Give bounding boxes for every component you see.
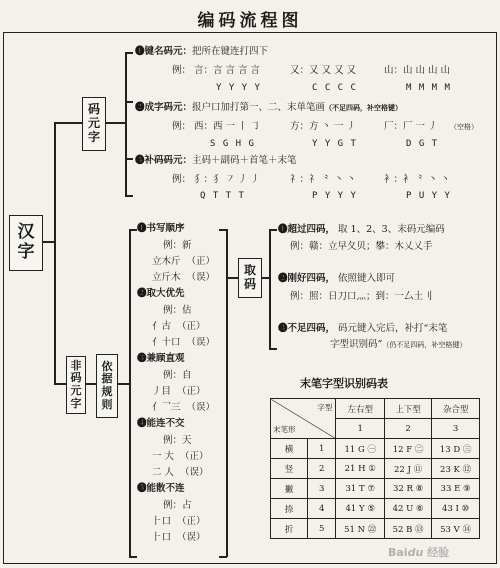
page-title: 编码流程图: [197, 11, 303, 31]
line-tag: （正）: [186, 256, 216, 267]
stroke-number-cell: 1: [307, 439, 335, 459]
example-chars: 厂：厂 一 丿: [384, 121, 438, 132]
line-tag: （误）: [186, 272, 216, 283]
line-text: 例：自: [163, 370, 192, 381]
example-chars: 衤：衤 ⺀ 丶 丶: [384, 174, 451, 185]
example-codes: Y Y Y Y: [216, 83, 261, 93]
column-header: 左右型: [336, 399, 385, 419]
rule-desc: 码元键入完后，补打“末笔: [338, 323, 448, 334]
corner-top: 字型: [317, 403, 333, 412]
order-rule-line: [163, 436, 192, 446]
rule-head: ❶键名码元：: [135, 46, 193, 57]
stroke-number-cell: 3: [307, 479, 335, 499]
take-code-box: [238, 258, 262, 298]
take-rule-1-example: 例：赣：立早夂贝；攀：木乂乂手: [290, 241, 433, 252]
code-cell: 41 Y ⑤: [336, 499, 385, 519]
order-rule-line: [152, 387, 206, 397]
code-cell: 33 E ⑨: [432, 479, 480, 499]
order-rule-line: [163, 371, 192, 381]
connector: [54, 122, 56, 384]
corner-bottom: 末笔形: [273, 425, 296, 434]
example-codes: C C C C: [312, 83, 357, 93]
take-rule-3: [278, 324, 447, 334]
coded-rule-1-example-label: 例：: [172, 65, 192, 76]
coded-rule-3: [135, 156, 297, 166]
line-text: ⺊口: [152, 532, 172, 543]
bracket: [125, 101, 133, 103]
rule-head: ❶超过四码，: [278, 224, 336, 235]
line-tag: （误）: [186, 337, 216, 348]
line-tag: （正）: [177, 386, 206, 397]
basis-char-1: 依: [101, 359, 113, 373]
bracket: [129, 229, 137, 231]
example-chars: 方：方 丶 一 丿: [290, 121, 357, 132]
basis-char-4: 则: [101, 397, 113, 411]
example-chars: 言：言 言 言 言: [194, 65, 261, 76]
table-row: [271, 479, 480, 499]
order-rule-head: ❶书写顺序: [137, 223, 185, 234]
rule-desc: 报户口加打第一、二、末单笔画: [192, 102, 326, 113]
take-rule-2: [278, 274, 395, 284]
example-codes: P U Y Y: [406, 191, 451, 201]
stroke-cell: 竖: [271, 459, 308, 479]
table-caption: 末笔字型识别码表: [300, 377, 388, 390]
order-rule-line: [152, 517, 206, 527]
line-text: 立木斤: [152, 256, 181, 267]
order-rule-head: ❹能连不交: [137, 418, 185, 429]
bracket: [269, 229, 271, 349]
order-rule-line: [152, 533, 206, 543]
order-rule-head: ❸兼顾直观: [137, 353, 185, 364]
line-tag: （正）: [177, 321, 206, 332]
noncoded-char-4: 字: [70, 396, 82, 410]
table-row: [271, 459, 480, 479]
coded-rule-3-example-label: 例：: [172, 174, 192, 185]
code-cell: 32 R ⑧: [385, 479, 432, 499]
order-rule-line: [163, 241, 192, 251]
example-codes: Y Y G T: [312, 139, 357, 149]
rule-head: ❷刚好四码，: [278, 273, 336, 284]
column-header: 上下型: [385, 399, 432, 419]
order-rule-line: [163, 306, 192, 316]
code-cell: 12 F ㊁: [385, 439, 432, 459]
line-text: ⺊口: [152, 516, 172, 527]
take-code-char-2: 码: [243, 277, 256, 291]
watermark-logo: Baidu 经验: [388, 546, 450, 559]
rule-note: （不足四码，补空格键）: [325, 103, 403, 112]
basis-char-3: 规: [101, 385, 113, 398]
example-chars: 西：西 一 丨 ㇆: [194, 121, 261, 132]
bracket: [125, 52, 133, 54]
example-chars: 又：又 又 又 又: [290, 65, 357, 76]
stroke-cell: 撇: [271, 479, 308, 499]
table-corner: [271, 399, 336, 439]
example-codes: P Y Y Y: [312, 191, 357, 201]
table-row: [271, 519, 480, 539]
line-text: 一 大: [152, 451, 175, 462]
code-cell: 43 I ⑩: [432, 499, 480, 519]
stroke-cell: 折: [271, 519, 308, 539]
line-text: 亻乛三: [152, 402, 181, 413]
bracket: [125, 195, 133, 197]
code-cell: 22 J ⑪: [385, 459, 432, 479]
line-text: 例：估: [163, 305, 192, 316]
line-tag: （误）: [180, 467, 209, 478]
rule-desc: 依照键入即可: [338, 273, 396, 284]
noncoded-char-3: 元: [70, 384, 82, 397]
line-tag: （正）: [177, 516, 206, 527]
connector: [86, 383, 96, 385]
bracket: [219, 556, 227, 558]
code-cell: 11 G ㊀: [336, 439, 385, 459]
example-codes: Q T T T: [200, 191, 245, 201]
bracket: [125, 158, 133, 160]
rule-head: ❸补码码元：: [135, 155, 193, 166]
example-codes: M M M M: [406, 83, 451, 93]
stroke-cell: 捺: [271, 499, 308, 519]
example-chars: 犭：犭 ㇇ 丿 丿: [194, 174, 261, 185]
line-text: 亻古: [152, 321, 172, 332]
coded-rule-2: [135, 103, 402, 113]
noncoded-char-1: 非: [70, 358, 82, 372]
basis-char-2: 据: [101, 372, 113, 386]
rule-desc: 取 1、2、3、末码元编码: [338, 224, 445, 235]
column-header: 杂合型: [432, 399, 480, 419]
root-char-2: 字: [17, 242, 35, 262]
bracket: [125, 52, 127, 196]
coded-char-3: 字: [87, 129, 100, 144]
noncoded-char-box: [66, 356, 86, 414]
code-cell: 53 V ⑭: [432, 519, 480, 539]
rule-note: （仍不足四码，补空格键）: [382, 341, 467, 349]
noncoded-char-2: 码: [70, 371, 82, 385]
column-number: 3: [432, 419, 480, 439]
take-rule-2-example: 例：照：日刀口灬；到：一厶土刂: [290, 291, 433, 302]
order-rule-head: ❷取大优先: [137, 288, 185, 299]
rule-desc: 把所在键连打四下: [192, 46, 269, 57]
line-text: 亻十口: [152, 337, 181, 348]
table-row: [271, 499, 480, 519]
order-rule-line: [152, 257, 215, 267]
order-rule-line: [152, 452, 209, 462]
take-rule-1: [278, 225, 445, 235]
bracket: [269, 229, 277, 231]
coded-rule-2-example-label: 例：: [172, 121, 192, 132]
connector: [106, 122, 126, 124]
take-rule-3-cont: [330, 340, 466, 350]
code-cell: 23 K ⑫: [432, 459, 480, 479]
stroke-number-cell: 4: [307, 499, 335, 519]
root-box: [9, 215, 43, 271]
bracket: [219, 229, 227, 231]
example-chars: 山：山 山 山 山: [384, 65, 451, 76]
example-codes: S G H G: [210, 139, 255, 149]
coded-char-box: [82, 97, 106, 151]
stroke-number-cell: 5: [307, 519, 335, 539]
code-cell: 51 N ㉒: [336, 519, 385, 539]
coded-rule-1: [135, 47, 268, 57]
line-text: 立斤木: [152, 272, 181, 283]
table-row: [271, 439, 480, 459]
order-rule-line: [152, 322, 206, 332]
root-char-1: 汉: [17, 222, 35, 243]
order-rule-line: [152, 403, 215, 413]
code-cell: 52 B ⑬: [385, 519, 432, 539]
order-rule-head: ❺能散不连: [137, 483, 185, 494]
line-text: 例：新: [163, 240, 192, 251]
rule-desc: 字型识别码”: [330, 339, 383, 350]
code-cell: 42 U ⑥: [385, 499, 432, 519]
code-cell: 21 H ①: [336, 459, 385, 479]
rule-desc: 主码＋副码＋首笔＋末笔: [192, 155, 297, 166]
line-tag: （误）: [177, 532, 206, 543]
column-number: 2: [385, 419, 432, 439]
line-text: 例：天: [163, 435, 192, 446]
code-cell: 13 D ㊂: [432, 439, 480, 459]
connector: [226, 277, 238, 279]
bracket: [129, 556, 137, 558]
line-text: 二 人: [152, 467, 175, 478]
example-codes: D G T: [406, 139, 439, 149]
coded-char-2: 元: [87, 116, 100, 131]
basis-rules-box: [96, 354, 118, 418]
line-tag: （误）: [186, 402, 216, 413]
column-number: 1: [336, 419, 385, 439]
rule-head: ❷成字码元：: [135, 102, 193, 113]
connector: [54, 122, 82, 124]
order-rule-line: [163, 501, 192, 511]
example-chars: 礻：礻 ⺀ 丶 丶: [290, 174, 357, 185]
stroke-number-cell: 2: [307, 459, 335, 479]
bracket: [269, 348, 277, 350]
coded-char-1: 码: [87, 102, 100, 117]
line-text: 例：占: [163, 500, 192, 511]
line-tag: （正）: [180, 451, 209, 462]
order-rule-line: [152, 338, 215, 348]
example-note: （空格）: [450, 123, 478, 131]
bracket: [129, 229, 131, 557]
rule-head: ❸不足四码，: [278, 323, 336, 334]
stroke-cell: 横: [271, 439, 308, 459]
take-code-char-1: 取: [243, 263, 256, 278]
identification-code-table: [270, 398, 480, 539]
line-text: 丿目: [152, 386, 172, 397]
order-rule-line: [152, 468, 209, 478]
order-rule-line: [152, 273, 215, 283]
code-cell: 31 T ⑦: [336, 479, 385, 499]
